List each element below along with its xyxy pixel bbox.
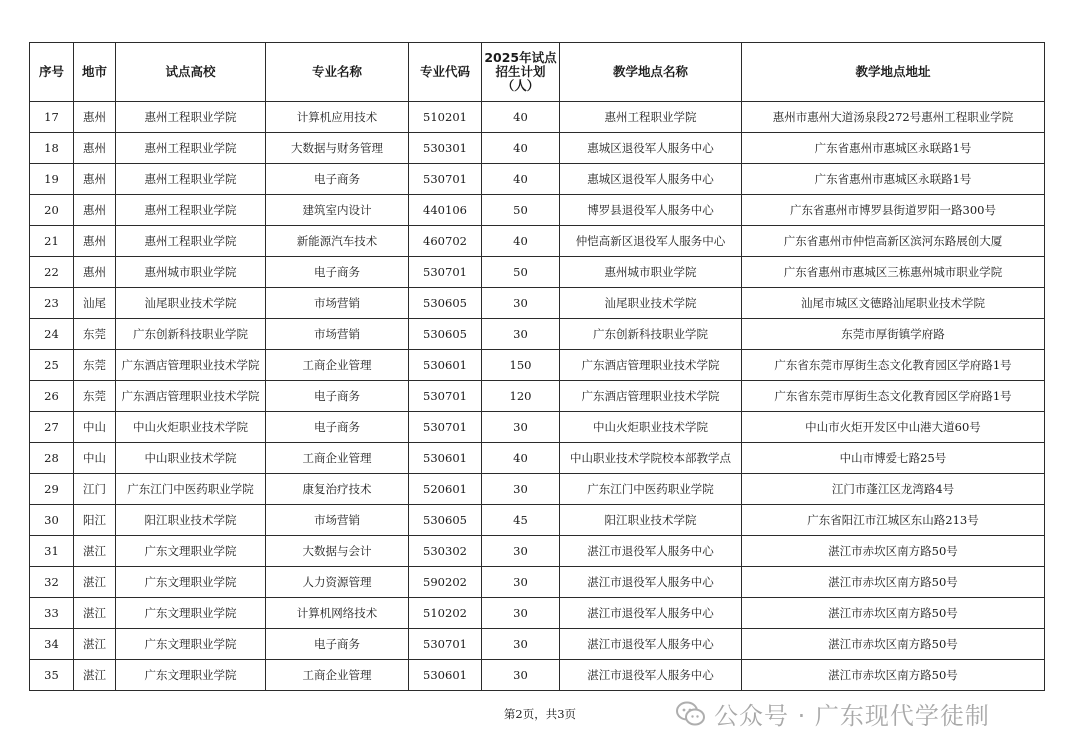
cell-major-name: 电子商务 — [266, 164, 409, 195]
cell-school: 广东酒店管理职业技术学院 — [116, 350, 266, 381]
cell-site-address: 广东省惠州市惠城区三栋惠州城市职业学院 — [742, 257, 1045, 288]
cell-major-name: 新能源汽车技术 — [266, 226, 409, 257]
cell-site-name: 惠城区退役军人服务中心 — [560, 133, 742, 164]
cell-major-code: 530601 — [409, 660, 482, 691]
cell-major-code: 520601 — [409, 474, 482, 505]
cell-site-name: 广东江门中医药职业学院 — [560, 474, 742, 505]
cell-seq: 35 — [30, 660, 74, 691]
cell-site-address: 惠州市惠州大道汤泉段272号惠州工程职业学院 — [742, 102, 1045, 133]
table-row — [30, 164, 1045, 195]
cell-school: 广东文理职业学院 — [116, 567, 266, 598]
table-row — [30, 536, 1045, 567]
cell-school: 中山职业技术学院 — [116, 443, 266, 474]
cell-major-name: 工商企业管理 — [266, 660, 409, 691]
cell-major-name: 市场营销 — [266, 288, 409, 319]
cell-plan: 45 — [482, 505, 560, 536]
cell-city: 中山 — [74, 443, 116, 474]
table-row — [30, 288, 1045, 319]
cell-plan: 30 — [482, 567, 560, 598]
cell-city: 惠州 — [74, 226, 116, 257]
cell-major-code: 460702 — [409, 226, 482, 257]
cell-major-name: 电子商务 — [266, 257, 409, 288]
cell-plan: 40 — [482, 226, 560, 257]
cell-major-code: 530605 — [409, 505, 482, 536]
cell-site-address: 湛江市赤坎区南方路50号 — [742, 660, 1045, 691]
cell-seq: 27 — [30, 412, 74, 443]
cell-school: 广东酒店管理职业技术学院 — [116, 381, 266, 412]
cell-seq: 20 — [30, 195, 74, 226]
cell-site-name: 湛江市退役军人服务中心 — [560, 660, 742, 691]
table-row — [30, 474, 1045, 505]
cell-site-name: 中山职业技术学院校本部教学点 — [560, 443, 742, 474]
table-row — [30, 505, 1045, 536]
cell-site-name: 中山火炬职业技术学院 — [560, 412, 742, 443]
table-row — [30, 660, 1045, 691]
cell-seq: 19 — [30, 164, 74, 195]
table-body — [30, 102, 1045, 691]
cell-major-name: 康复治疗技术 — [266, 474, 409, 505]
cell-city: 阳江 — [74, 505, 116, 536]
cell-site-name: 惠州城市职业学院 — [560, 257, 742, 288]
cell-seq: 33 — [30, 598, 74, 629]
cell-plan: 30 — [482, 474, 560, 505]
cell-city: 惠州 — [74, 133, 116, 164]
cell-major-code: 530302 — [409, 536, 482, 567]
cell-major-code: 530701 — [409, 164, 482, 195]
cell-seq: 28 — [30, 443, 74, 474]
cell-major-code: 510201 — [409, 102, 482, 133]
cell-seq: 29 — [30, 474, 74, 505]
cell-school: 惠州城市职业学院 — [116, 257, 266, 288]
cell-site-address: 广东省惠州市惠城区永联路1号 — [742, 133, 1045, 164]
watermark — [676, 696, 990, 731]
cell-site-address: 广东省惠州市惠城区永联路1号 — [742, 164, 1045, 195]
table-row — [30, 598, 1045, 629]
cell-school: 惠州工程职业学院 — [116, 133, 266, 164]
cell-seq: 22 — [30, 257, 74, 288]
cell-city: 湛江 — [74, 660, 116, 691]
cell-major-code: 530605 — [409, 288, 482, 319]
header-plan: 2025年试点招生计划（人） — [482, 43, 560, 102]
table-row — [30, 567, 1045, 598]
cell-seq: 34 — [30, 629, 74, 660]
cell-city: 湛江 — [74, 629, 116, 660]
cell-plan: 30 — [482, 629, 560, 660]
cell-site-name: 博罗县退役军人服务中心 — [560, 195, 742, 226]
cell-site-address: 广东省东莞市厚街生态文化教育园区学府路1号 — [742, 350, 1045, 381]
cell-site-address: 湛江市赤坎区南方路50号 — [742, 536, 1045, 567]
cell-major-code: 530701 — [409, 257, 482, 288]
cell-school: 惠州工程职业学院 — [116, 102, 266, 133]
cell-plan: 30 — [482, 412, 560, 443]
cell-site-name: 湛江市退役军人服务中心 — [560, 567, 742, 598]
cell-major-name: 大数据与财务管理 — [266, 133, 409, 164]
table-row — [30, 319, 1045, 350]
table-row — [30, 226, 1045, 257]
table-row — [30, 412, 1045, 443]
cell-seq: 32 — [30, 567, 74, 598]
cell-major-name: 人力资源管理 — [266, 567, 409, 598]
cell-school: 惠州工程职业学院 — [116, 164, 266, 195]
cell-site-name: 阳江职业技术学院 — [560, 505, 742, 536]
cell-major-code: 590202 — [409, 567, 482, 598]
cell-school: 阳江职业技术学院 — [116, 505, 266, 536]
header-site-address: 教学地点地址 — [742, 43, 1045, 102]
table-row — [30, 443, 1045, 474]
cell-plan: 40 — [482, 164, 560, 195]
cell-city: 惠州 — [74, 257, 116, 288]
cell-major-code: 530601 — [409, 443, 482, 474]
header-major-name: 专业名称 — [266, 43, 409, 102]
cell-city: 湛江 — [74, 598, 116, 629]
cell-plan: 40 — [482, 102, 560, 133]
cell-major-name: 工商企业管理 — [266, 350, 409, 381]
table-row — [30, 133, 1045, 164]
cell-major-name: 建筑室内设计 — [266, 195, 409, 226]
cell-city: 惠州 — [74, 195, 116, 226]
cell-plan: 30 — [482, 536, 560, 567]
cell-site-name: 湛江市退役军人服务中心 — [560, 629, 742, 660]
table-row — [30, 257, 1045, 288]
cell-seq: 25 — [30, 350, 74, 381]
wechat-icon — [676, 701, 706, 727]
cell-site-name: 惠州工程职业学院 — [560, 102, 742, 133]
cell-major-name: 计算机网络技术 — [266, 598, 409, 629]
cell-major-name: 大数据与会计 — [266, 536, 409, 567]
cell-site-address: 湛江市赤坎区南方路50号 — [742, 598, 1045, 629]
cell-site-address: 中山市博爱七路25号 — [742, 443, 1045, 474]
cell-site-address: 广东省惠州市仲恺高新区滨河东路展创大厦 — [742, 226, 1045, 257]
table-header-row — [30, 43, 1045, 102]
cell-school: 广东江门中医药职业学院 — [116, 474, 266, 505]
cell-site-name: 湛江市退役军人服务中心 — [560, 598, 742, 629]
cell-city: 惠州 — [74, 102, 116, 133]
cell-major-name: 电子商务 — [266, 629, 409, 660]
cell-seq: 31 — [30, 536, 74, 567]
cell-site-address: 汕尾市城区文德路汕尾职业技术学院 — [742, 288, 1045, 319]
cell-school: 惠州工程职业学院 — [116, 195, 266, 226]
cell-seq: 24 — [30, 319, 74, 350]
cell-seq: 26 — [30, 381, 74, 412]
cell-major-name: 市场营销 — [266, 319, 409, 350]
cell-plan: 50 — [482, 257, 560, 288]
cell-plan: 50 — [482, 195, 560, 226]
cell-site-address: 湛江市赤坎区南方路50号 — [742, 567, 1045, 598]
header-seq: 序号 — [30, 43, 74, 102]
table-row — [30, 350, 1045, 381]
cell-seq: 30 — [30, 505, 74, 536]
cell-plan: 150 — [482, 350, 560, 381]
cell-city: 东莞 — [74, 381, 116, 412]
cell-plan: 30 — [482, 319, 560, 350]
cell-city: 东莞 — [74, 319, 116, 350]
cell-plan: 30 — [482, 288, 560, 319]
cell-major-code: 530301 — [409, 133, 482, 164]
cell-plan: 30 — [482, 660, 560, 691]
cell-major-name: 电子商务 — [266, 412, 409, 443]
cell-city: 江门 — [74, 474, 116, 505]
cell-school: 广东文理职业学院 — [116, 629, 266, 660]
cell-school: 中山火炬职业技术学院 — [116, 412, 266, 443]
cell-site-address: 中山市火炬开发区中山港大道60号 — [742, 412, 1045, 443]
cell-major-code: 530701 — [409, 412, 482, 443]
cell-major-name: 计算机应用技术 — [266, 102, 409, 133]
cell-plan: 30 — [482, 598, 560, 629]
cell-city: 中山 — [74, 412, 116, 443]
table-row — [30, 381, 1045, 412]
cell-city: 东莞 — [74, 350, 116, 381]
cell-plan: 40 — [482, 133, 560, 164]
cell-city: 湛江 — [74, 536, 116, 567]
cell-city: 惠州 — [74, 164, 116, 195]
cell-site-name: 惠城区退役军人服务中心 — [560, 164, 742, 195]
cell-site-address: 广东省惠州市博罗县街道罗阳一路300号 — [742, 195, 1045, 226]
table-row — [30, 102, 1045, 133]
cell-school: 惠州工程职业学院 — [116, 226, 266, 257]
cell-major-name: 市场营销 — [266, 505, 409, 536]
cell-site-name: 仲恺高新区退役军人服务中心 — [560, 226, 742, 257]
cell-site-address: 广东省东莞市厚街生态文化教育园区学府路1号 — [742, 381, 1045, 412]
header-major-code: 专业代码 — [409, 43, 482, 102]
cell-major-code: 530701 — [409, 381, 482, 412]
cell-major-code: 510202 — [409, 598, 482, 629]
cell-city: 汕尾 — [74, 288, 116, 319]
cell-seq: 21 — [30, 226, 74, 257]
cell-major-code: 440106 — [409, 195, 482, 226]
cell-seq: 18 — [30, 133, 74, 164]
table-row — [30, 195, 1045, 226]
cell-seq: 17 — [30, 102, 74, 133]
header-site-name: 教学地点名称 — [560, 43, 742, 102]
cell-major-name: 电子商务 — [266, 381, 409, 412]
cell-site-name: 广东酒店管理职业技术学院 — [560, 350, 742, 381]
cell-school: 汕尾职业技术学院 — [116, 288, 266, 319]
cell-site-name: 广东创新科技职业学院 — [560, 319, 742, 350]
header-school: 试点高校 — [116, 43, 266, 102]
cell-seq: 23 — [30, 288, 74, 319]
cell-site-address: 东莞市厚街镇学府路 — [742, 319, 1045, 350]
watermark-text: 公众号 · 广东现代学徒制 — [714, 702, 990, 730]
cell-site-address: 湛江市赤坎区南方路50号 — [742, 629, 1045, 660]
cell-site-address: 广东省阳江市江城区东山路213号 — [742, 505, 1045, 536]
table-row — [30, 629, 1045, 660]
cell-major-code: 530701 — [409, 629, 482, 660]
cell-plan: 40 — [482, 443, 560, 474]
cell-plan: 120 — [482, 381, 560, 412]
cell-site-address: 江门市蓬江区龙湾路4号 — [742, 474, 1045, 505]
cell-city: 湛江 — [74, 567, 116, 598]
enrollment-table — [29, 42, 1045, 691]
cell-school: 广东文理职业学院 — [116, 598, 266, 629]
cell-major-name: 工商企业管理 — [266, 443, 409, 474]
cell-school: 广东创新科技职业学院 — [116, 319, 266, 350]
cell-site-name: 汕尾职业技术学院 — [560, 288, 742, 319]
cell-major-code: 530601 — [409, 350, 482, 381]
cell-school: 广东文理职业学院 — [116, 536, 266, 567]
header-city: 地市 — [74, 43, 116, 102]
cell-site-name: 湛江市退役军人服务中心 — [560, 536, 742, 567]
cell-school: 广东文理职业学院 — [116, 660, 266, 691]
cell-major-code: 530605 — [409, 319, 482, 350]
cell-site-name: 广东酒店管理职业技术学院 — [560, 381, 742, 412]
page-number: 第2页，共3页 — [503, 707, 577, 721]
